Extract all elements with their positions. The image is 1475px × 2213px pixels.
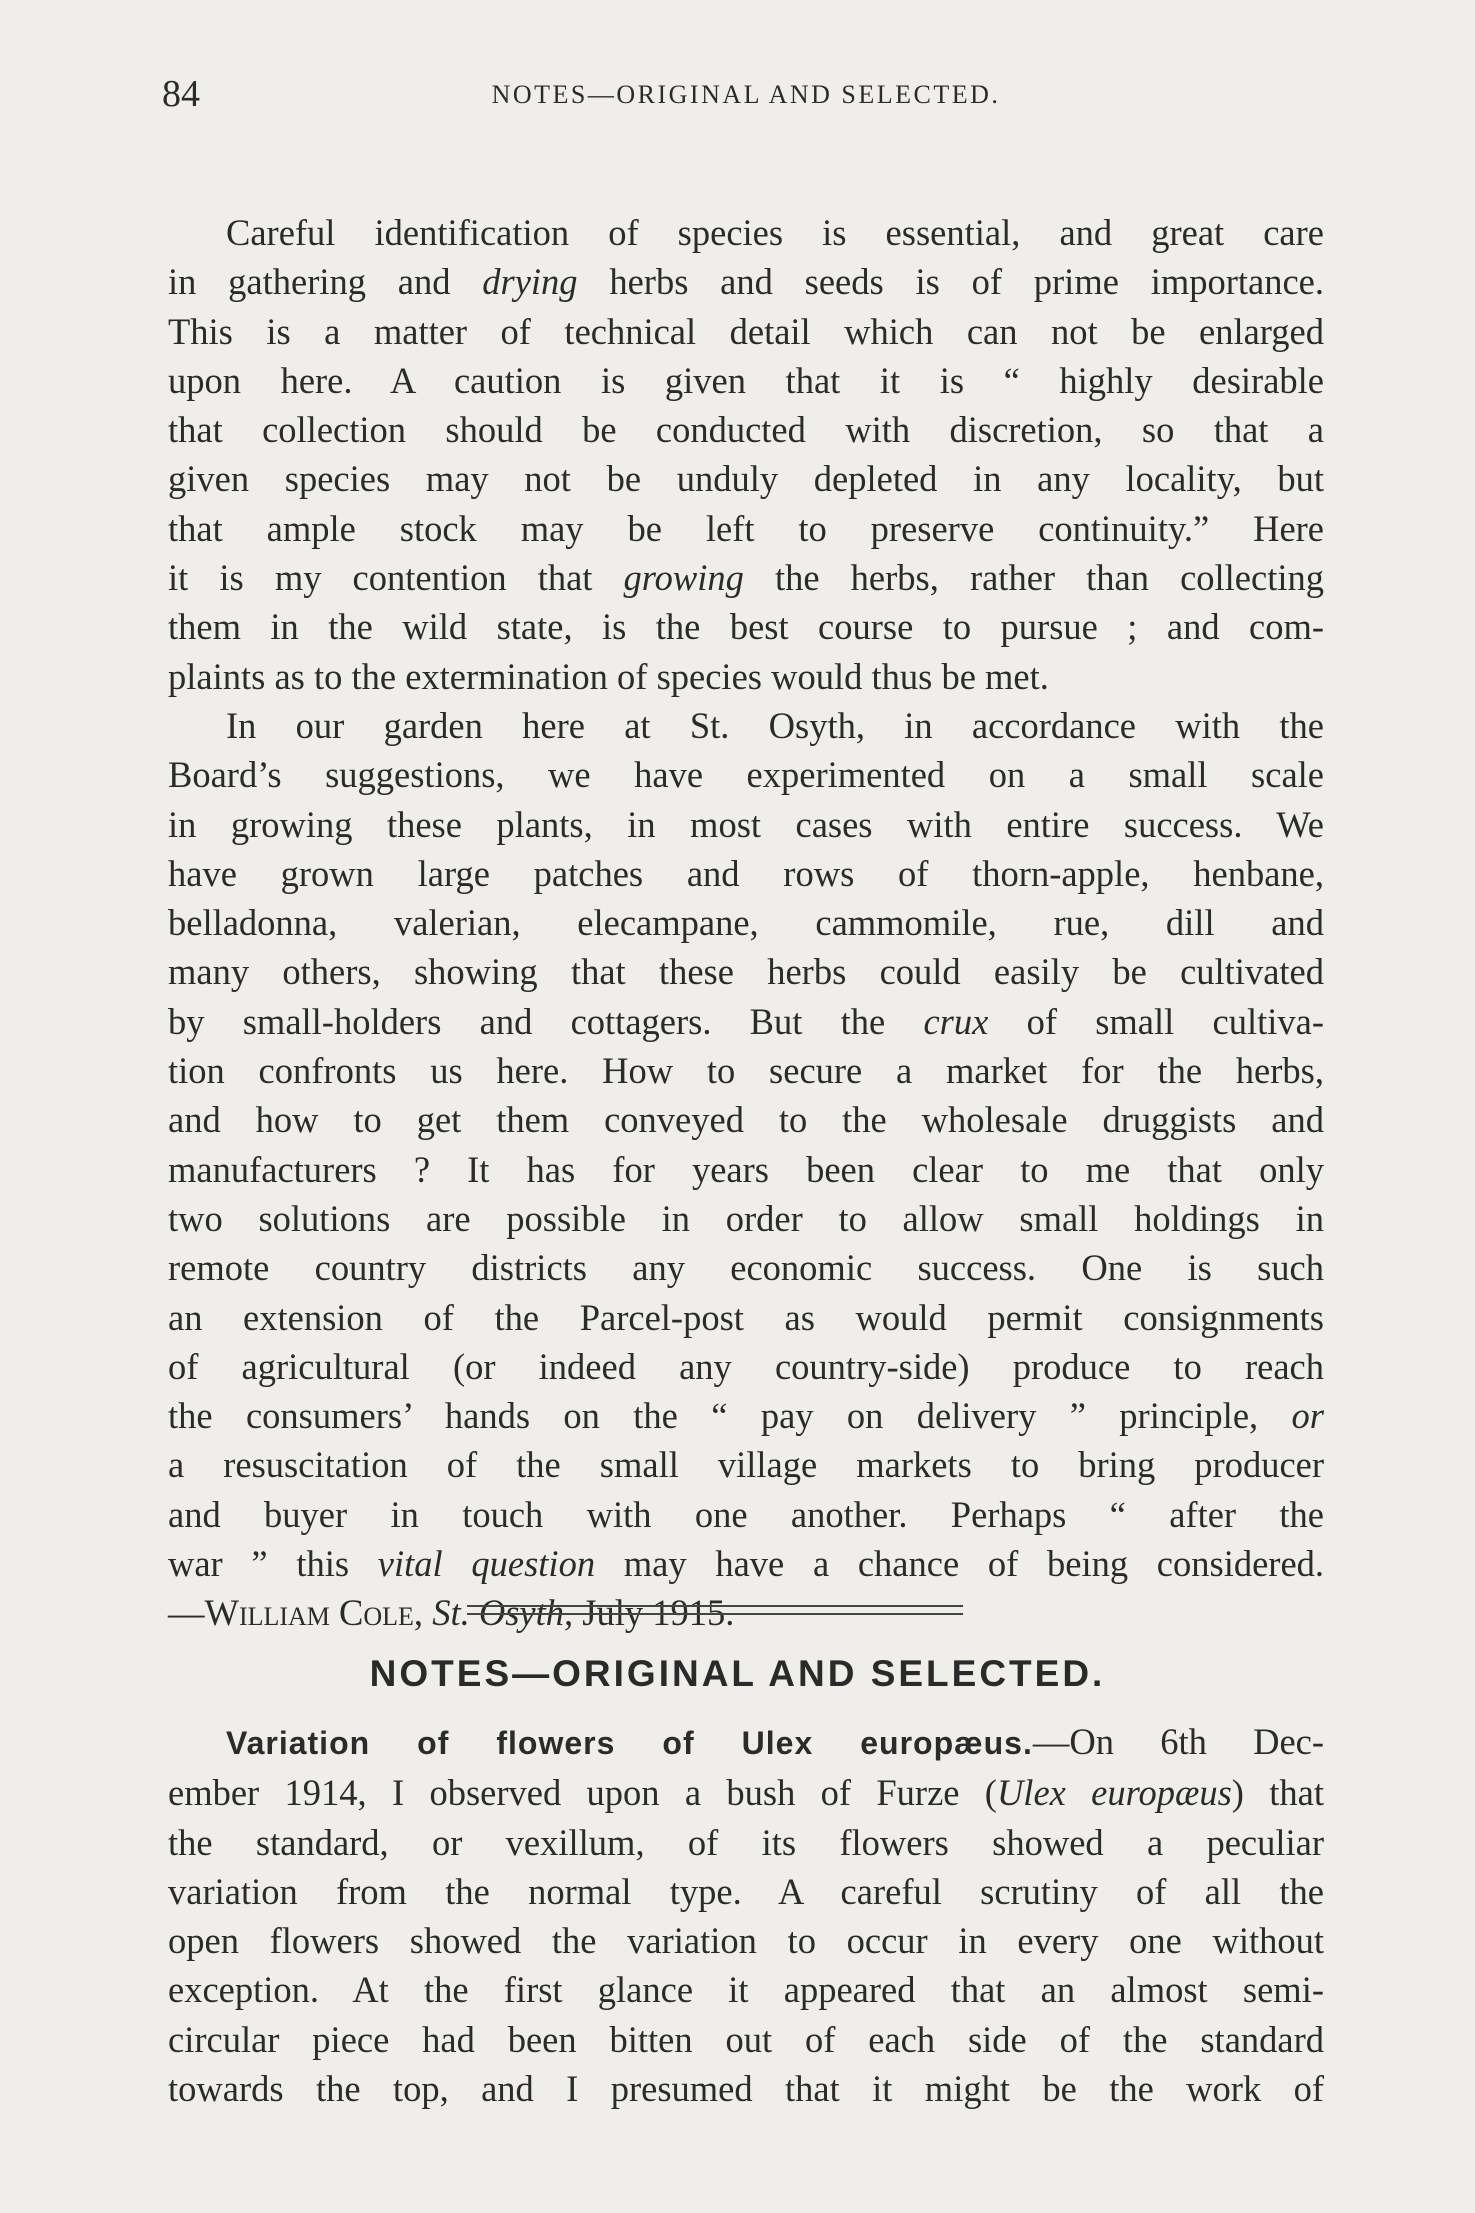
italic-text: drying bbox=[482, 261, 578, 303]
italic-text: or bbox=[1291, 1395, 1324, 1437]
text-line: manufacturers ? It has for years been clear to me that only bbox=[168, 1148, 1324, 1190]
italic-text: crux bbox=[923, 1000, 989, 1042]
text-line: towards the top, and I presumed that it might be the work of bbox=[168, 2068, 1324, 2110]
text-line: them in the wild state, is the best course to pursue ; and com- bbox=[168, 606, 1324, 648]
text-line: have grown large patches and rows of thorn-apple, henbane, bbox=[168, 852, 1324, 894]
text-line: belladonna, valerian, elecampane, cammomile, rue, dill and bbox=[168, 902, 1324, 944]
text-run: by small-holders and cottagers. But the bbox=[168, 1000, 924, 1042]
signature-place: St. Osyth, bbox=[432, 1592, 574, 1634]
text-line: given species may not be unduly depleted in any locality, but bbox=[168, 458, 1324, 500]
text-line bbox=[168, 1717, 1324, 1768]
text-line: the standard, or vexillum, of its flowers showed a peculiar bbox=[168, 1821, 1324, 1863]
italic-text: vital question bbox=[377, 1543, 596, 1585]
text-line: In our garden here at St. Osyth, in accordance with the bbox=[226, 704, 1324, 746]
text-line: many others, showing that these herbs could easily be cultivated bbox=[168, 951, 1324, 993]
text-line: Board’s suggestions, we have experimented on a small scale bbox=[168, 754, 1324, 796]
text-line: Careful identification of species is essential, and great care bbox=[226, 212, 1324, 253]
book-page bbox=[162, 64, 1325, 1638]
text-line bbox=[168, 1768, 1324, 1817]
text-line: plaints as to the extermination of species would thus be met. bbox=[168, 655, 1049, 697]
signature-dash: — bbox=[168, 1592, 205, 1634]
text-run: war ” this bbox=[168, 1543, 378, 1585]
text-line: open flowers showed the variation to occur in every one without bbox=[168, 1920, 1324, 1962]
text-run: may have a chance of being considered. bbox=[595, 1543, 1325, 1585]
note-paragraph-1 bbox=[168, 1717, 1324, 2113]
text-line: remote country districts any economic success. One is such bbox=[168, 1247, 1324, 1289]
text-line: tion confronts us here. How to secure a market for the herbs, bbox=[168, 1050, 1324, 1092]
text-run: the consumers’ hands on the “ pay on delivery ” principle, bbox=[168, 1395, 1292, 1437]
running-head bbox=[162, 64, 1324, 124]
text-line bbox=[168, 997, 1324, 1046]
text-line: exception. At the first glance it appeared that an almost semi- bbox=[168, 1969, 1324, 2011]
note-title: Variation of flowers of Ulex europæus. bbox=[226, 1725, 1033, 1761]
double-rule-divider bbox=[467, 1605, 963, 1615]
notes-section bbox=[168, 1717, 1324, 2113]
article-paragraph-2 bbox=[168, 701, 1324, 1638]
text-line: circular piece had been bitten out of each side of the standard bbox=[168, 2018, 1324, 2060]
text-run: herbs and seeds is of prime importance. bbox=[577, 261, 1324, 303]
italic-text: Ulex europæus bbox=[996, 1772, 1232, 1814]
text-line: in growing these plants, in most cases with entire success. We bbox=[168, 803, 1324, 845]
page-number: 84 bbox=[162, 73, 200, 115]
text-line: and buyer in touch with one another. Perhaps “ after the bbox=[168, 1493, 1324, 1535]
signature-date: July 1915. bbox=[582, 1592, 735, 1634]
text-line: an extension of the Parcel-post as would permit consignments bbox=[168, 1296, 1324, 1338]
text-line: two solutions are possible in order to allow small holdings in bbox=[168, 1197, 1324, 1239]
section-heading: NOTES—ORIGINAL AND SELECTED. bbox=[369, 1653, 1106, 1694]
author-name: William Cole, bbox=[204, 1592, 424, 1634]
article-paragraph-1 bbox=[168, 208, 1324, 701]
text-run: ) that bbox=[1231, 1772, 1324, 1814]
text-line: a resuscitation of the small village markets to bring producer bbox=[168, 1444, 1324, 1486]
text-line: This is a matter of technical detail which can not be enlarged bbox=[168, 310, 1324, 352]
text-line: variation from the normal type. A careful scrutiny of all the bbox=[168, 1870, 1324, 1912]
text-line: that ample stock may be left to preserve continuity.” Here bbox=[168, 507, 1324, 549]
text-run: it is my contention that bbox=[168, 557, 624, 599]
text-run: ember 1914, I observed upon a bush of Furze ( bbox=[168, 1772, 997, 1814]
text-line: upon here. A caution is given that it is “ highly desirable bbox=[168, 359, 1324, 401]
text-run: of small cultiva- bbox=[988, 1000, 1325, 1042]
text-line bbox=[168, 257, 1324, 306]
text-line bbox=[168, 1539, 1324, 1588]
text-run: in gathering and bbox=[168, 261, 483, 303]
italic-text: growing bbox=[623, 557, 744, 599]
text-run: the herbs, rather than collecting bbox=[743, 557, 1324, 599]
text-line bbox=[168, 1391, 1324, 1440]
text-line: that collection should be conducted with discretion, so that a bbox=[168, 409, 1324, 451]
running-title: NOTES—ORIGINAL AND SELECTED. bbox=[491, 80, 1001, 109]
text-line: of agricultural (or indeed any country-side) produce to reach bbox=[168, 1345, 1324, 1387]
text-line bbox=[168, 553, 1324, 602]
text-line: and how to get them conveyed to the wholesale druggists and bbox=[168, 1099, 1324, 1141]
text-run: —On 6th Dec- bbox=[1032, 1721, 1325, 1762]
